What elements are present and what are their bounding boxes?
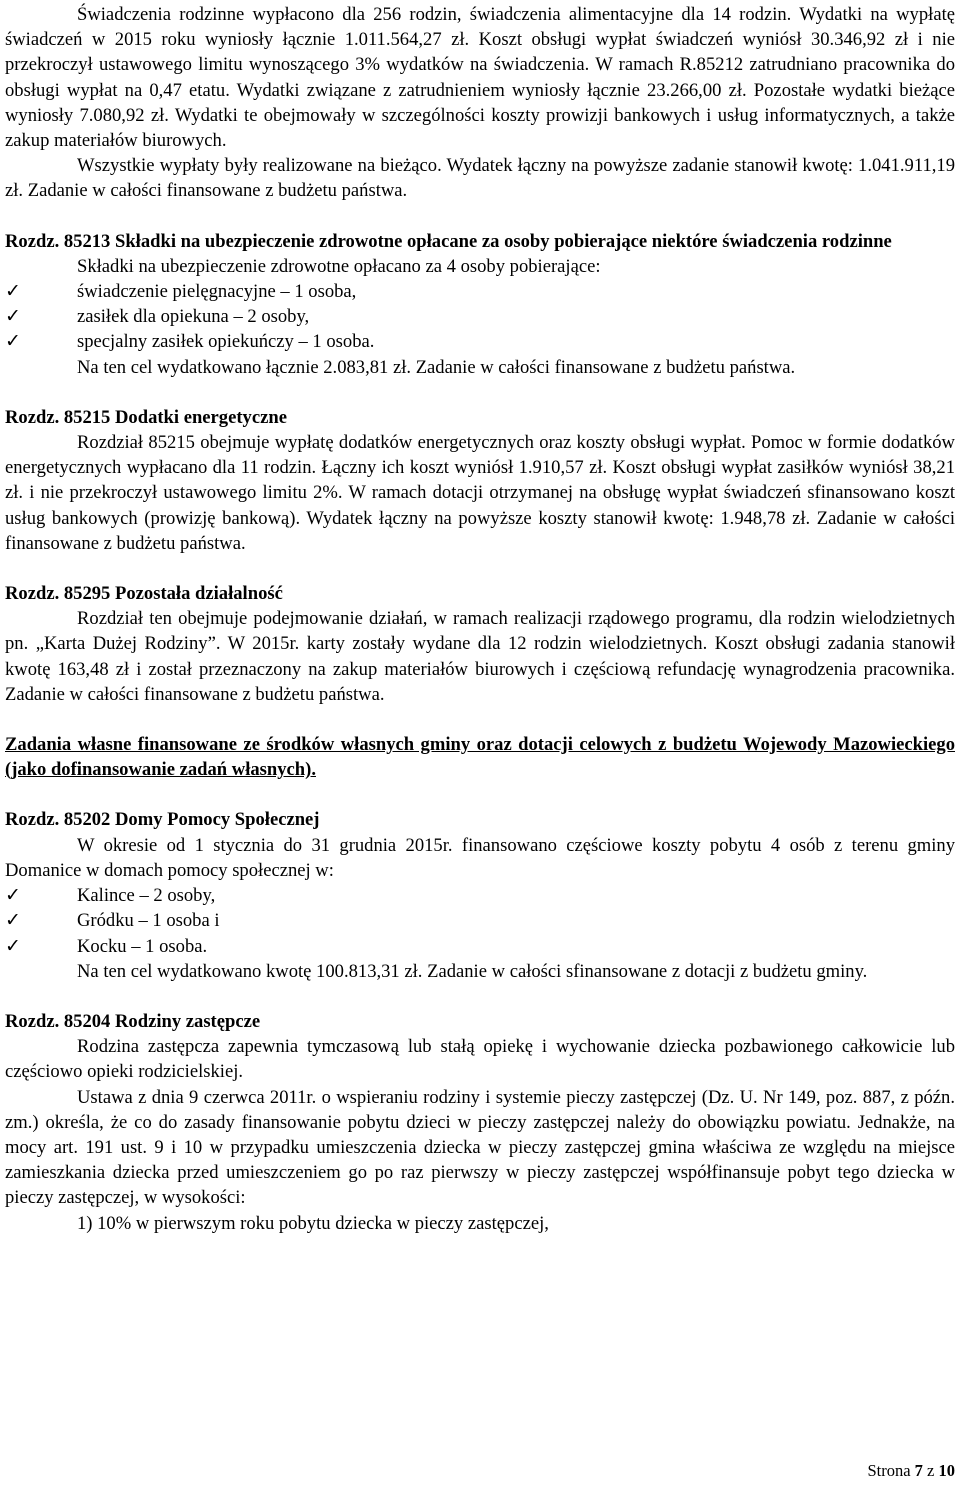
section-heading: Rozdz. 85213 Składki na ubezpieczenie zdrowotne opłacane za osoby pobierające niektóre świadczenia rodzinne <box>5 230 892 252</box>
check-mark-icon: ✓ <box>5 330 21 353</box>
section-body: Rozdział ten obejmuje podejmowanie działań, w ramach realizacji rządowego programu, dla rodzin wielodzietnych pn. „Karta Dużej Rodziny”. W 2015r. karty zostały wydane dla 12 rodzin wielodzietnych. Koszt obsługi zadania stanowił kwotę 163,48 zł i został przeznaczony na zakup materiałów biurowych i częściową refundację wynagrodzenia pracownika. Zadanie w całości finansowane z budżetu państwa. <box>5 608 955 705</box>
section-intro: Składki na ubezpieczenie zdrowotne opłacano za 4 osoby pobierające: <box>77 255 601 277</box>
section-85213 <box>5 229 955 380</box>
check-mark-icon: ✓ <box>5 280 21 303</box>
section-85202 <box>5 807 955 983</box>
section-paragraph: Ustawa z dnia 9 czerwca 2011r. o wspieraniu rodziny i systemie pieczy zastępczej (Dz. U. Nr 149, poz. 887, z późn. zm.) określa, że co do zasady finansowanie pobytu dzieci w pieczy zastępczej należy do obowiązku powiatu. Jednakże, na mocy art. 191 ust. 9 i 10 w przypadku umieszczenia dziecka w pieczy zastępczej gmina właściwa ze względu na miejsce zamieszkania dziecka przed umieszczeniem go po raz pierwszy w pieczy zastępczej współfinansuje pobyt tego dziecka w pieczy zastępczej, w wysokości: <box>5 1086 955 1209</box>
list-item: 1) 10% w pierwszym roku pobytu dziecka w pieczy zastępczej, <box>77 1212 549 1234</box>
section-85204 <box>5 1009 955 1236</box>
section-paragraph: Rodzina zastępcza zapewnia tymczasową lub stałą opiekę i wychowanie dziecka pozbawionego całkowicie lub częściowo opieki rodzicielskiej. <box>5 1036 955 1083</box>
section-heading: Rozdz. 85295 Pozostała działalność <box>5 583 283 605</box>
paragraph-benefits-summary: Świadczenia rodzinne wypłacono dla 256 rodzin, świadczenia alimentacyjne dla 14 rodzin. Wydatki na wypłatę świadczeń w 2015 roku wyniosły łącznie 1.011.564,27 zł. Koszt obsługi wypłat świadczeń wyniósł 30.346,92 zł i nie przekroczył ustawowego limitu wynoszącego 3% wydatków na świadczenia. W ramach R.85212 zatrudniano pracownika do obsługi wypłat na 0,47 etatu. Wydatki związane z zatrudnieniem wyniosły łącznie 23.266,00 zł. Pozostałe wydatki bieżące wyniosły 7.080,92 zł. Wydatki te obejmowały w szczególności koszty prowizji bankowych i usług informatycznych, a także zakup materiałów biurowych. <box>5 4 955 152</box>
document-page <box>5 2 955 1236</box>
section-intro: W okresie od 1 stycznia do 31 grudnia 2015r. finansowano częściowe koszty pobytu 4 osób z terenu gminy Domanice w domach pomocy społecznej w: <box>5 834 955 881</box>
numbered-list <box>5 1211 955 1236</box>
paragraph-benefits-total: Wszystkie wypłaty były realizowane na bieżąco. Wydatek łączny na powyższe zadanie stanowił kwotę: 1.041.911,19 zł. Zadanie w całości finansowane z budżetu państwa. <box>5 155 955 202</box>
section-heading: Rozdz. 85215 Dodatki energetyczne <box>5 406 287 428</box>
footer-page-total: 10 <box>938 1461 955 1480</box>
check-list <box>5 883 955 959</box>
section-summary: Na ten cel wydatkowano kwotę 100.813,31 zł. Zadanie w całości sfinansowane z dotacji z budżetu gminy. <box>77 960 868 982</box>
list-item: ✓ świadczenie pielęgnacyjne – 1 osoba, <box>5 279 955 304</box>
check-mark-icon: ✓ <box>5 909 21 932</box>
section-heading: Rozdz. 85204 Rodziny zastępcze <box>5 1010 261 1032</box>
section-85295 <box>5 581 955 707</box>
list-item: ✓ specjalny zasiłek opiekuńczy – 1 osoba. <box>5 329 955 354</box>
check-list <box>5 279 955 355</box>
list-item: ✓ Gródku – 1 osoba i <box>5 908 955 933</box>
check-mark-icon: ✓ <box>5 884 21 907</box>
own-tasks-heading: Zadania własne finansowane ze środków własnych gminy oraz dotacji celowych z budżetu Wojewody Mazowieckiego (jako dofinansowanie zadań własnych). <box>5 734 955 781</box>
list-item: ✓ Kocku – 1 osoba. <box>5 934 955 959</box>
footer-prefix: Strona <box>867 1461 915 1480</box>
section-heading: Rozdz. 85202 Domy Pomocy Społecznej <box>5 809 320 831</box>
check-mark-icon: ✓ <box>5 934 21 957</box>
footer-middle: z <box>922 1461 939 1480</box>
section-summary: Na ten cel wydatkowano łącznie 2.083,81 zł. Zadanie w całości finansowane z budżetu państwa. <box>77 356 796 378</box>
list-item: ✓ zasiłek dla opiekuna – 2 osoby, <box>5 304 955 329</box>
page-footer <box>867 1458 955 1483</box>
check-mark-icon: ✓ <box>5 305 21 328</box>
section-85215 <box>5 405 955 556</box>
section-body: Rozdział 85215 obejmuje wypłatę dodatków energetycznych oraz koszty obsługi wypłat. Pomoc w formie dodatków energetycznych wypłacano dla 11 rodzin. Łączny ich koszt wyniósł 1.910,57 zł. Koszt obsługi wypłat zasiłków wyniósł 38,21 zł. i nie przekroczył ustawowego limitu 2%. W ramach dotacji otrzymanej na obsługę wypłat świadczeń sfinansowano koszt usług bankowych (prowizję bankową). Wydatek łączny na powyższe koszty stanowił kwotę: 1.948,78 zł. Zadanie w całości finansowane z budżetu państwa. <box>5 432 955 554</box>
footer-page-current: 7 <box>914 1461 923 1480</box>
list-item: ✓ Kalince – 2 osoby, <box>5 883 955 908</box>
